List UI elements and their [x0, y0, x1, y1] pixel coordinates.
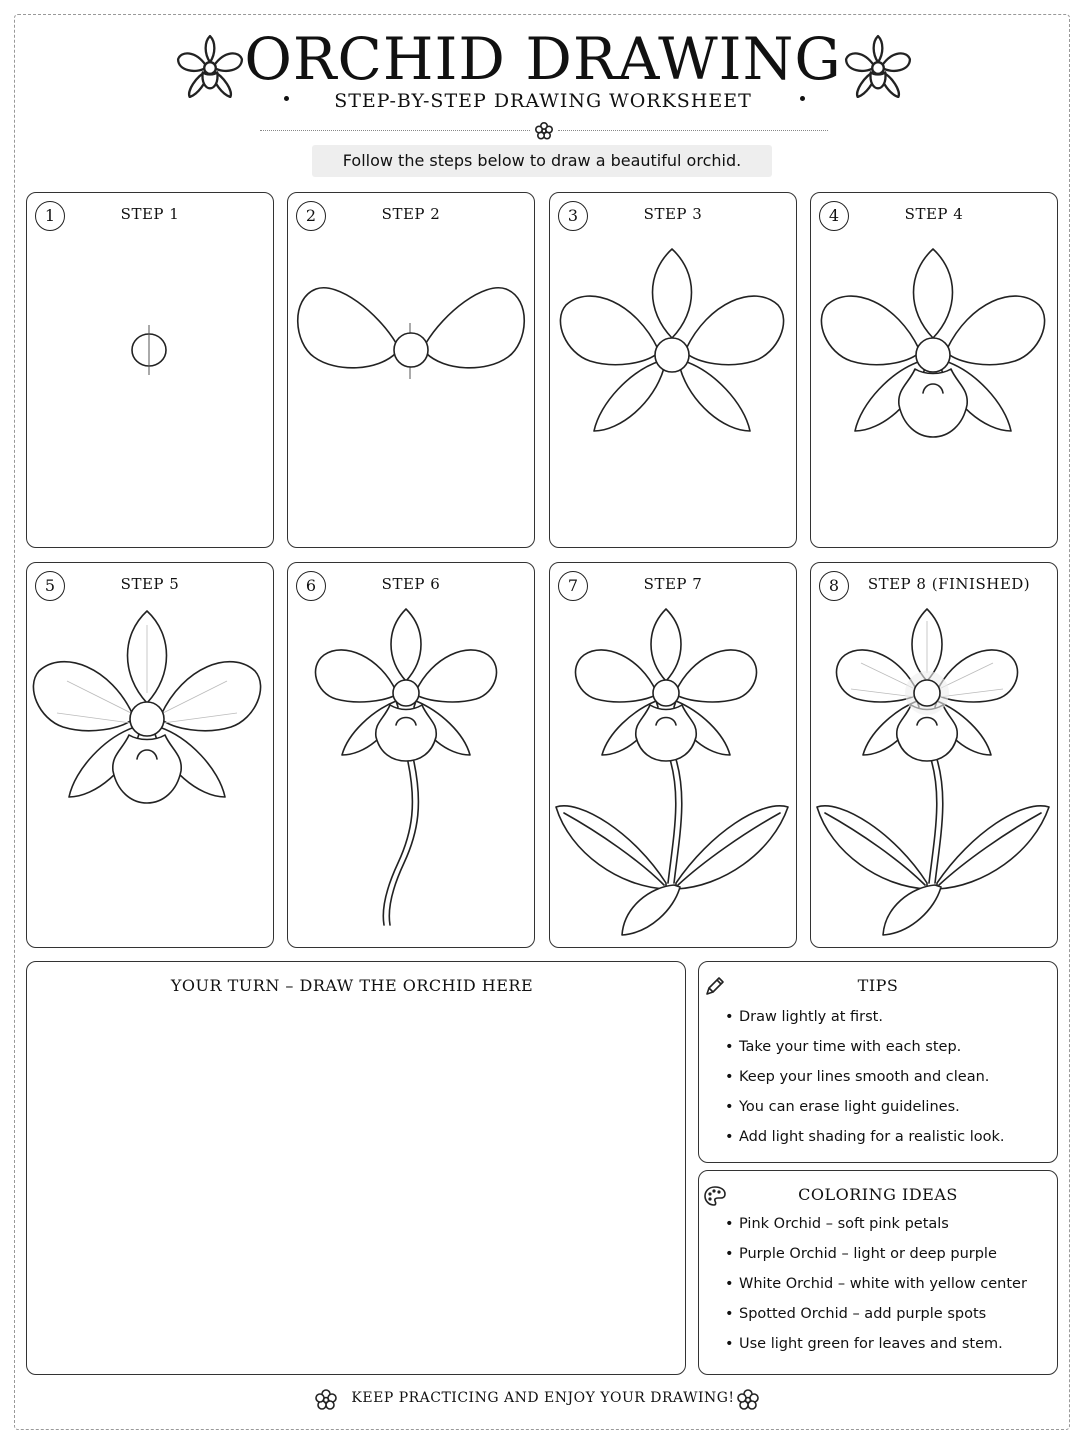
coloring-title	[699, 1185, 1057, 1204]
list-item: • Add light shading for a realistic look.	[723, 1122, 1004, 1152]
step-2-drawing	[288, 193, 534, 547]
divider-left	[260, 130, 530, 131]
practice-title: YOUR TURN – DRAW THE ORCHID HERE	[170, 976, 534, 995]
step-number-badge: 4	[819, 201, 849, 231]
step-number-badge: 2	[296, 201, 326, 231]
step-number-badge: 6	[296, 571, 326, 601]
step-6-drawing	[288, 563, 534, 947]
tips-title	[699, 976, 1057, 995]
coloring-list	[723, 1209, 1027, 1359]
step-card-2	[287, 192, 535, 548]
page-title: ORCHID DRAWING	[244, 25, 842, 93]
step-5-drawing	[27, 563, 273, 947]
step-title: STEP 1	[120, 205, 180, 223]
divider-right	[558, 130, 828, 131]
step-card-6	[287, 562, 535, 948]
list-item: • Draw lightly at first.	[723, 1002, 1004, 1032]
step-number-badge: 3	[558, 201, 588, 231]
step-title: STEP 2	[381, 205, 441, 223]
palette-icon	[703, 1185, 727, 1207]
page-subtitle: STEP-BY-STEP DRAWING WORKSHEET	[334, 90, 752, 112]
step-card-1	[26, 192, 274, 548]
list-item: • Purple Orchid – light or deep purple	[723, 1239, 1027, 1269]
footer-message: KEEP PRACTICING AND ENJOY YOUR DRAWING!	[351, 1390, 735, 1406]
step-card-7	[549, 562, 797, 948]
flower-footer-right-icon	[736, 1388, 760, 1412]
step-title: STEP 6	[381, 575, 441, 593]
tips-list	[723, 1002, 1004, 1152]
step-title: STEP 5	[120, 575, 180, 593]
instruction-banner: Follow the steps below to draw a beautiful orchid.	[312, 145, 772, 177]
step-number-badge: 5	[35, 571, 65, 601]
list-item: • You can erase light guidelines.	[723, 1092, 1004, 1122]
list-item: • Keep your lines smooth and clean.	[723, 1062, 1004, 1092]
tips-title-text: TIPS	[857, 976, 899, 995]
step-title: STEP 3	[643, 205, 703, 223]
coloring-ideas-box	[698, 1170, 1058, 1375]
step-title: STEP 7	[643, 575, 703, 593]
pencil-icon	[703, 976, 725, 998]
list-item: • Use light green for leaves and stem.	[723, 1329, 1027, 1359]
step-card-5	[26, 562, 274, 948]
list-item: • Pink Orchid – soft pink petals	[723, 1209, 1027, 1239]
step-number-badge: 8	[819, 571, 849, 601]
step-4-drawing	[811, 193, 1057, 547]
subtitle-bullet-right	[800, 96, 805, 101]
step-number-badge: 7	[558, 571, 588, 601]
step-card-4	[810, 192, 1058, 548]
step-8-drawing	[811, 563, 1057, 947]
step-1-drawing	[27, 193, 273, 547]
step-number-badge: 1	[35, 201, 65, 231]
tips-box	[698, 961, 1058, 1163]
step-title: STEP 4	[904, 205, 964, 223]
step-3-drawing	[550, 193, 796, 547]
flower-divider-icon	[534, 121, 554, 141]
list-item: • Spotted Orchid – add purple spots	[723, 1299, 1027, 1329]
step-7-drawing	[550, 563, 796, 947]
step-title: STEP 8 (FINISHED)	[867, 575, 1031, 593]
step-card-8	[810, 562, 1058, 948]
coloring-title-text: COLORING IDEAS	[798, 1185, 958, 1204]
list-item: • White Orchid – white with yellow center	[723, 1269, 1027, 1299]
list-item: • Take your time with each step.	[723, 1032, 1004, 1062]
step-card-3	[549, 192, 797, 548]
practice-drawing-area[interactable]	[26, 961, 686, 1375]
